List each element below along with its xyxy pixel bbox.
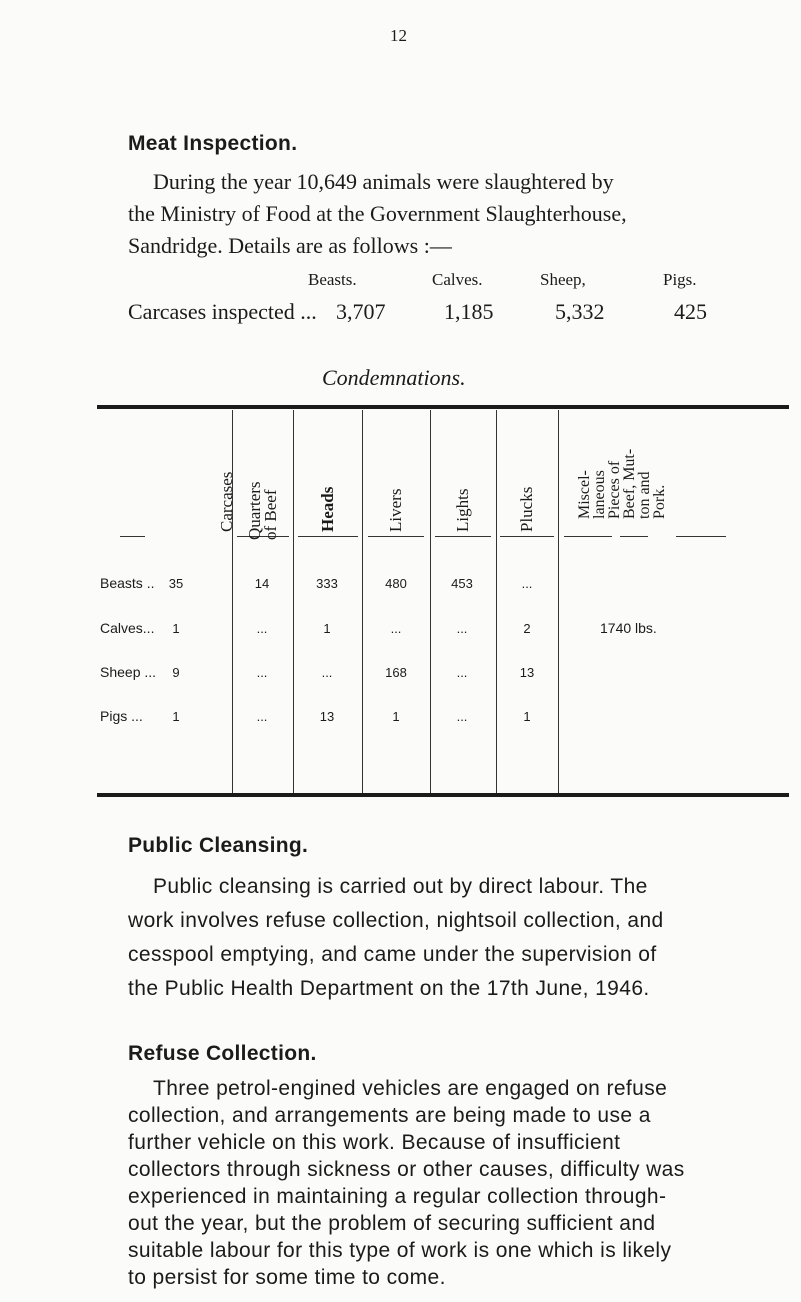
column-divider [293,410,294,793]
table-cell: ... [521,576,533,591]
row-label: Pigs ... [100,708,143,724]
table-top-rule [97,405,789,409]
row-label: Sheep ... [100,664,157,680]
refuse-line-8: to persist for some time to come. [128,1266,446,1289]
table-cell: 1 [392,709,400,724]
table-cell: 13 [519,665,535,680]
header-underline [368,536,424,537]
summary-header-pigs: Pigs. [663,270,697,289]
table-cell: ... [456,621,468,636]
table-cell: 2 [523,621,531,636]
header-underline [620,536,648,537]
summary-value-pigs: 425 [674,299,707,324]
column-header-livers: Livers [386,488,405,532]
refuse-line-7: suitable labour for this type of work is one which is likely [128,1239,672,1262]
cleansing-line-2: work involves refuse collection, nightsoil collection, and [128,909,664,932]
condemnations-title: Condemnations. [322,365,466,390]
summary-value-calves: 1,185 [444,299,494,324]
header-underline [564,536,612,537]
summary-label: Carcases inspected ... [128,299,317,324]
summary-header-beasts: Beasts. [308,270,357,289]
table-cell: 333 [316,576,338,591]
refuse-line-6: out the year, but the problem of securing sufficient and [128,1212,656,1235]
row-label: Calves... [100,620,155,636]
table-cell: ... [321,665,333,680]
table-cell: 14 [254,576,270,591]
table-cell: 453 [451,576,473,591]
table-cell: 9 [172,665,180,680]
refuse-line-3: further vehicle on this work. Because of insufficient [128,1131,621,1154]
meat-inspection-heading: Meat Inspection. [128,132,298,155]
table-cell: 1 [172,709,180,724]
column-header-plucks: Plucks [517,486,536,532]
miscellaneous-total: 1740 lbs. [600,620,657,636]
header-underline [298,536,358,537]
summary-value-sheep: 5,332 [555,299,605,324]
refuse-collection-heading: Refuse Collection. [128,1042,317,1065]
header-underline [500,536,554,537]
table-cell: 35 [168,576,184,591]
cleansing-line-4: the Public Health Department on the 17th June, 1946. [128,977,650,1000]
table-cell: ... [256,709,268,724]
cleansing-line-3: cesspool emptying, and came under the supervision of [128,943,657,966]
column-divider [362,410,363,793]
table-bottom-rule [97,793,789,797]
cleansing-line-1: Public cleansing is carried out by direct labour. The [153,875,648,898]
table-cell: ... [256,665,268,680]
summary-value-beasts: 3,707 [336,299,386,324]
table-cell: 1 [323,621,331,636]
meat-intro-line-2: the Ministry of Food at the Government Slaughterhouse, [128,201,627,226]
table-cell: 168 [385,665,407,680]
summary-header-calves: Calves. [432,270,483,289]
table-cell: 13 [319,709,335,724]
row-label: Beasts .. [100,575,155,591]
table-cell: 1 [523,709,531,724]
refuse-line-2: collection, and arrangements are being made to use a [128,1104,651,1127]
column-header-miscellaneous: Miscel- laneous Pieces of Beef, Mut- ton and Pork. [576,448,668,519]
table-cell: 480 [385,576,407,591]
column-header-lights: Lights [453,488,472,532]
table-cell: 1 [172,621,180,636]
table-cell: ... [456,709,468,724]
column-header-heads: Heads [318,486,337,532]
meat-intro-line-3: Sandridge. Details are as follows :— [128,233,452,258]
meat-intro-line-1: During the year 10,649 animals were slaughtered by [153,169,614,194]
header-underline [120,536,145,537]
column-header-quarters-of-beef: Quarters of Beef [245,481,280,540]
page-number: 12 [390,26,407,45]
refuse-line-5: experienced in maintaining a regular collection through- [128,1185,667,1208]
header-underline [435,536,491,537]
column-header-carcases: Carcases [217,471,236,532]
column-divider [558,410,559,793]
table-cell: ... [390,621,402,636]
column-divider [430,410,431,793]
public-cleansing-heading: Public Cleansing. [128,834,309,857]
column-divider [496,410,497,793]
header-underline [676,536,726,537]
refuse-line-1: Three petrol-engined vehicles are engaged on refuse [153,1077,668,1100]
refuse-line-4: collectors through sickness or other causes, difficulty was [128,1158,685,1181]
table-cell: ... [456,665,468,680]
summary-header-sheep: Sheep, [540,270,586,289]
table-cell: ... [256,621,268,636]
